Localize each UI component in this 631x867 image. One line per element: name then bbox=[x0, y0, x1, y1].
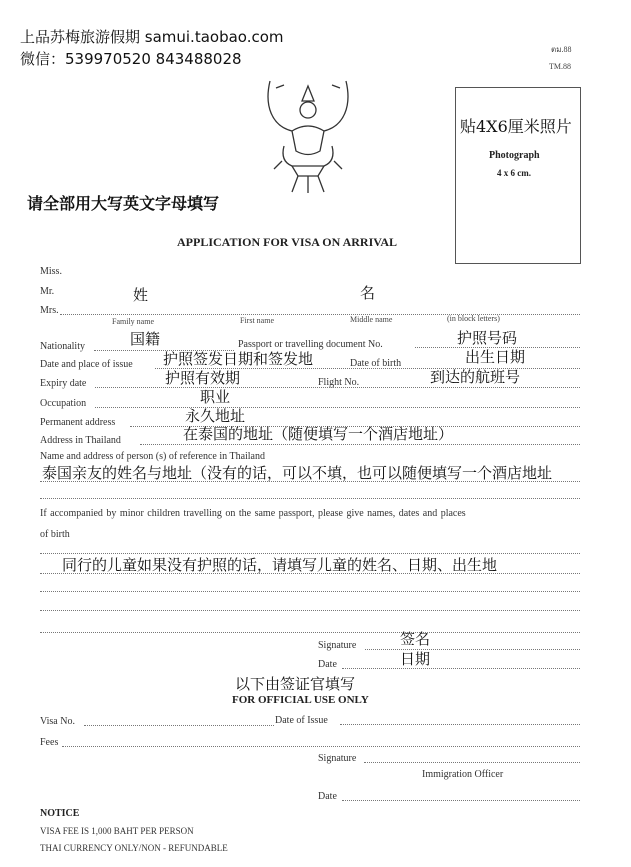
dob-hint: 出生日期 bbox=[465, 348, 526, 366]
children-label-2: of birth bbox=[40, 529, 70, 540]
notice-title: NOTICE bbox=[40, 808, 80, 819]
date-field[interactable] bbox=[342, 668, 580, 669]
date-of-issue-label: Date of Issue bbox=[275, 715, 328, 726]
officer-signature-label: Signature bbox=[318, 753, 357, 764]
notice-line-1: VISA FEE IS 1,000 BAHT PER PERSON bbox=[40, 826, 194, 836]
family-name-hint: 姓 bbox=[133, 286, 149, 304]
title-mr: Mr. bbox=[40, 286, 55, 297]
thai-address-label: Address in Thailand bbox=[40, 435, 121, 446]
issue-label: Date and place of issue bbox=[40, 359, 133, 370]
expiry-hint: 护照有效期 bbox=[165, 369, 241, 387]
photo-size: 4 x 6 cm. bbox=[497, 168, 531, 178]
nationality-label: Nationality bbox=[40, 341, 85, 352]
given-name-hint: 名 bbox=[360, 284, 376, 302]
block-letters-note: (in block letters) bbox=[447, 314, 500, 323]
visa-no-field[interactable] bbox=[84, 725, 274, 726]
visa-no-label: Visa No. bbox=[40, 716, 75, 727]
official-cn: 以下由签证官填写 bbox=[235, 675, 356, 693]
children-label: If accompanied by minor children travelling on the same passport, please give names, dates and places bbox=[40, 508, 466, 519]
photo-hint: 贴4X6厘米照片 bbox=[460, 117, 572, 136]
date-hint: 日期 bbox=[400, 650, 431, 668]
official-title: FOR OFFICIAL USE ONLY bbox=[232, 694, 369, 706]
form-code-thai: ตม.88 bbox=[551, 45, 572, 54]
passport-label: Passport or travelling document No. bbox=[238, 339, 383, 350]
reference-hint: 泰国亲友的姓名与地址（没有的话，可以不填，也可以随便填写一个酒店地址 bbox=[42, 464, 553, 482]
photo-label: Photograph bbox=[489, 150, 540, 161]
header-line-1: 上品苏梅旅游假期 samui.taobao.com bbox=[20, 28, 284, 46]
header-line-2: 微信：539970520 843488028 bbox=[20, 50, 242, 68]
notice-line-2: THAI CURRENCY ONLY/NON - REFUNDABLE bbox=[40, 843, 228, 853]
garuda-emblem-icon bbox=[262, 76, 354, 194]
instruction: 请全部用大写英文字母填写 bbox=[27, 194, 220, 213]
fees-field[interactable] bbox=[62, 746, 580, 747]
issue-hint: 护照签发日期和签发地 bbox=[163, 350, 314, 368]
date-label: Date bbox=[318, 659, 337, 670]
first-name-label: First name bbox=[240, 316, 274, 325]
form-code: TM.88 bbox=[549, 62, 571, 71]
occupation-hint: 职业 bbox=[200, 388, 231, 406]
name-field[interactable] bbox=[60, 314, 580, 315]
signature-label: Signature bbox=[318, 640, 357, 651]
reference-field[interactable] bbox=[40, 481, 580, 482]
children-hint: 同行的儿童如果没有护照的话，请填写儿童的姓名、日期、出生地 bbox=[62, 556, 498, 574]
children-field-4[interactable] bbox=[40, 610, 580, 611]
permanent-hint: 永久地址 bbox=[185, 407, 246, 425]
signature-hint: 签名 bbox=[400, 630, 431, 648]
occupation-label: Occupation bbox=[40, 398, 87, 409]
occupation-field[interactable] bbox=[95, 407, 580, 408]
children-field-3[interactable] bbox=[40, 591, 580, 592]
thai-address-field[interactable] bbox=[140, 444, 580, 445]
thai-address-hint: 在泰国的地址（随便填写一个酒店地址） bbox=[183, 425, 454, 443]
nationality-hint: 国籍 bbox=[130, 330, 161, 348]
officer-date-field[interactable] bbox=[342, 800, 580, 801]
flight-hint: 到达的航班号 bbox=[430, 368, 521, 386]
title-miss: Miss. bbox=[40, 266, 62, 277]
expiry-label: Expiry date bbox=[40, 378, 87, 389]
flight-label: Flight No. bbox=[318, 377, 360, 388]
children-field-2[interactable] bbox=[40, 573, 580, 574]
expiry-flight-field[interactable] bbox=[95, 387, 580, 388]
signature-field[interactable] bbox=[365, 649, 580, 650]
children-field-1[interactable] bbox=[40, 553, 580, 554]
middle-name-label: Middle name bbox=[350, 315, 393, 324]
children-field-5[interactable] bbox=[40, 632, 580, 633]
fees-label: Fees bbox=[40, 737, 59, 748]
dob-label: Date of birth bbox=[350, 358, 402, 369]
date-of-issue-field[interactable] bbox=[340, 724, 580, 725]
officer-signature-field[interactable] bbox=[364, 762, 580, 763]
passport-hint: 护照号码 bbox=[457, 329, 518, 347]
reference-label: Name and address of person (s) of reference in Thailand bbox=[40, 451, 265, 462]
permanent-label: Permanent address bbox=[40, 417, 116, 428]
title-mrs: Mrs. bbox=[40, 305, 59, 316]
officer-date-label: Date bbox=[318, 791, 337, 802]
family-name-label: Family name bbox=[112, 317, 154, 326]
immigration-officer-label: Immigration Officer bbox=[422, 769, 504, 780]
reference-field-2[interactable] bbox=[40, 498, 580, 499]
form-title: APPLICATION FOR VISA ON ARRIVAL bbox=[177, 235, 398, 249]
